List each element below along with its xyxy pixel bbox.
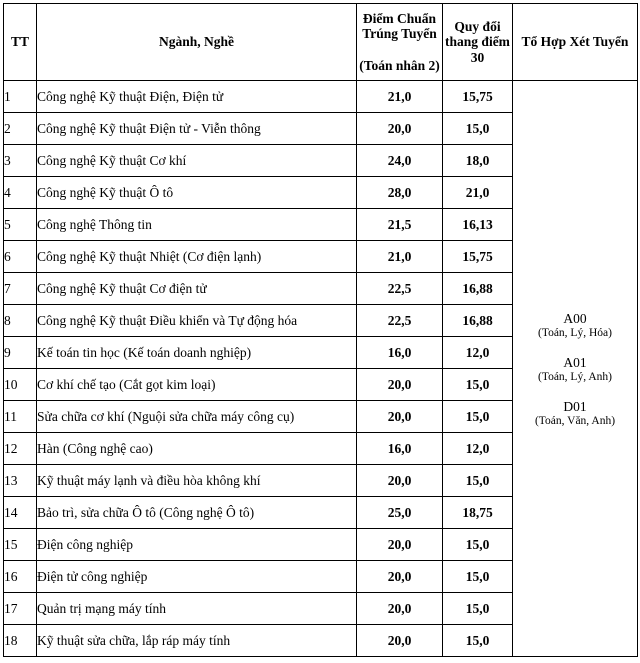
combo-subjects: (Toán, Văn, Anh) [534,414,616,427]
benchmark-score: 20,0 [357,561,443,593]
row-number: 12 [4,433,37,465]
row-number: 9 [4,337,37,369]
row-number: 7 [4,273,37,305]
major-name: Công nghệ Kỹ thuật Cơ điện tử [37,273,357,305]
header-row [4,4,638,81]
converted-score: 12,0 [443,337,513,369]
benchmark-score: 22,5 [357,273,443,305]
benchmark-score: 20,0 [357,465,443,497]
converted-score: 15,75 [443,81,513,113]
major-name: Công nghệ Kỹ thuật Điện, Điện tử [37,81,357,113]
combo-subjects: (Toán, Lý, Hóa) [538,326,612,339]
major-name: Kế toán tin học (Kế toán doanh nghiệp) [37,337,357,369]
converted-score: 15,75 [443,241,513,273]
converted-score: 15,0 [443,593,513,625]
converted-score: 16,13 [443,209,513,241]
header-score [357,4,443,81]
row-number: 6 [4,241,37,273]
row-number: 8 [4,305,37,337]
combo-code: A00 [563,310,587,326]
benchmark-score: 20,0 [357,529,443,561]
row-number: 17 [4,593,37,625]
converted-score: 15,0 [443,529,513,561]
benchmark-score: 20,0 [357,625,443,657]
converted-score: 18,75 [443,497,513,529]
major-name: Công nghệ Kỹ thuật Ô tô [37,177,357,209]
table-body [4,81,638,657]
header-score-label: Điểm Chuẩn Trúng Tuyển [362,10,437,42]
major-name: Công nghệ Kỹ thuật Điện tử - Viễn thông [37,113,357,145]
row-number: 1 [4,81,37,113]
converted-score: 15,0 [443,625,513,657]
major-name: Bảo trì, sửa chữa Ô tô (Công nghệ Ô tô) [37,497,357,529]
header-score-note: (Toán nhân 2) [359,57,440,73]
header-converted: Quy đổi thang điểm 30 [443,4,513,81]
admission-score-table [3,3,638,657]
major-name: Kỹ thuật sửa chữa, lắp ráp máy tính [37,625,357,657]
converted-score: 15,0 [443,113,513,145]
benchmark-score: 20,0 [357,593,443,625]
converted-score: 16,88 [443,273,513,305]
converted-score: 15,0 [443,561,513,593]
converted-score: 21,0 [443,177,513,209]
benchmark-score: 25,0 [357,497,443,529]
row-number: 4 [4,177,37,209]
major-name: Kỹ thuật máy lạnh và điều hòa không khí [37,465,357,497]
major-name: Công nghệ Kỹ thuật Cơ khí [37,145,357,177]
row-number: 16 [4,561,37,593]
combo-block [513,355,637,383]
header-major: Ngành, Nghề [37,4,357,81]
row-number: 2 [4,113,37,145]
combo-code: A01 [563,354,587,370]
combo-code: D01 [563,398,587,414]
benchmark-score: 21,5 [357,209,443,241]
combo-subjects: (Toán, Lý, Anh) [538,370,612,383]
benchmark-score: 20,0 [357,113,443,145]
benchmark-score: 16,0 [357,433,443,465]
converted-score: 16,88 [443,305,513,337]
converted-score: 12,0 [443,433,513,465]
benchmark-score: 28,0 [357,177,443,209]
converted-score: 18,0 [443,145,513,177]
benchmark-score: 20,0 [357,369,443,401]
benchmark-score: 16,0 [357,337,443,369]
combo-block [513,399,637,427]
row-number: 15 [4,529,37,561]
combo-cell [513,81,638,657]
benchmark-score: 21,0 [357,241,443,273]
major-name: Công nghệ Thông tin [37,209,357,241]
benchmark-score: 21,0 [357,81,443,113]
major-name: Điện tử công nghiệp [37,561,357,593]
major-name: Điện công nghiệp [37,529,357,561]
header-tt: TT [4,4,37,81]
benchmark-score: 24,0 [357,145,443,177]
benchmark-score: 22,5 [357,305,443,337]
row-number: 10 [4,369,37,401]
row-number: 14 [4,497,37,529]
major-name: Sửa chữa cơ khí (Nguội sửa chữa máy công cụ) [37,401,357,433]
converted-score: 15,0 [443,401,513,433]
major-name: Quản trị mạng máy tính [37,593,357,625]
row-number: 3 [4,145,37,177]
major-name: Hàn (Công nghệ cao) [37,433,357,465]
major-name: Công nghệ Kỹ thuật Điều khiển và Tự động hóa [37,305,357,337]
converted-score: 15,0 [443,465,513,497]
converted-score: 15,0 [443,369,513,401]
row-number: 13 [4,465,37,497]
row-number: 5 [4,209,37,241]
combo-block [513,311,637,339]
benchmark-score: 20,0 [357,401,443,433]
major-name: Cơ khí chế tạo (Cắt gọt kim loại) [37,369,357,401]
table-row [4,81,638,113]
major-name: Công nghệ Kỹ thuật Nhiệt (Cơ điện lạnh) [37,241,357,273]
row-number: 11 [4,401,37,433]
header-combo: Tổ Hợp Xét Tuyển [513,4,638,81]
row-number: 18 [4,625,37,657]
